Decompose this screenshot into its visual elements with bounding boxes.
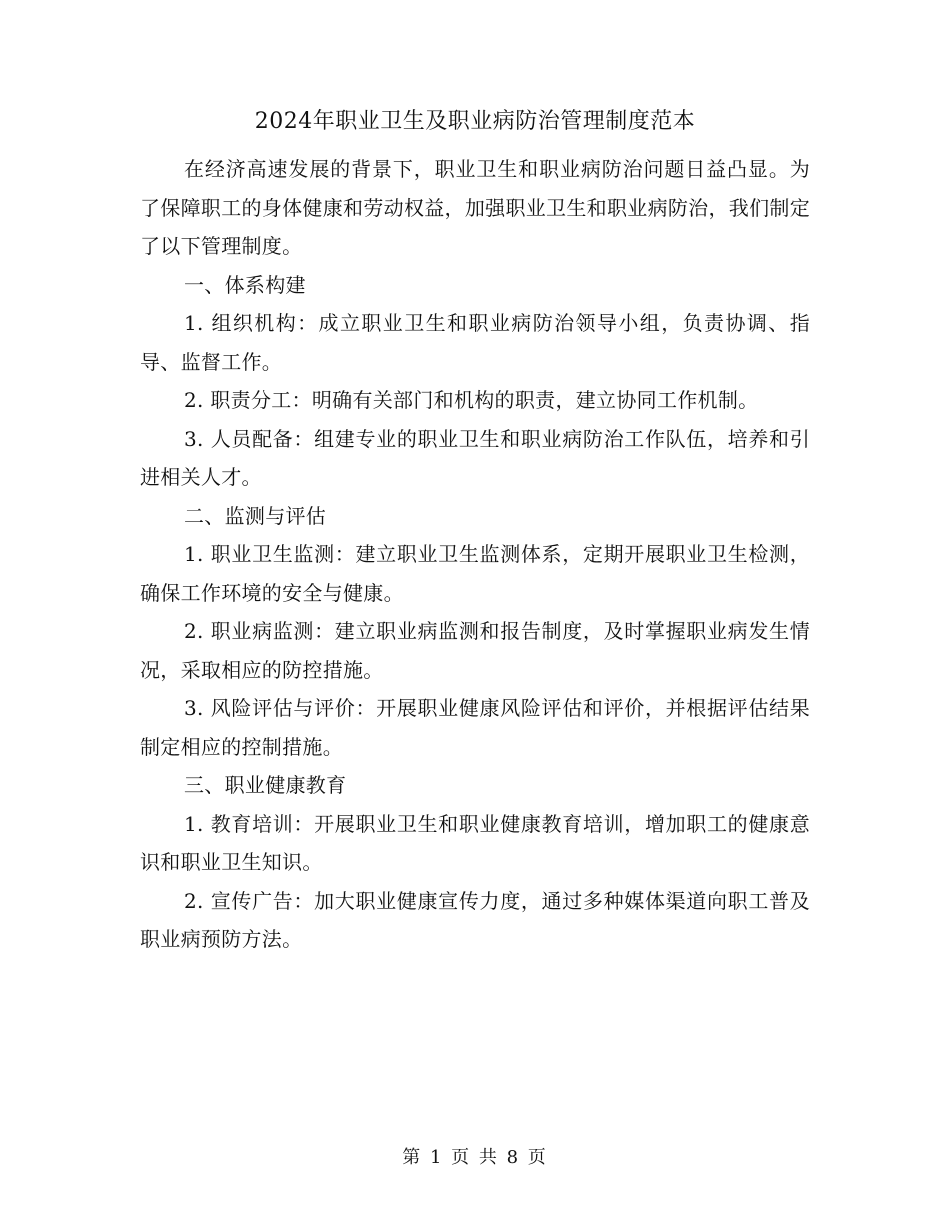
paragraph-training: 1. 教育培训：开展职业卫生和职业健康教育培训，增加职工的健康意识和职业卫生知识。 bbox=[140, 811, 810, 874]
paragraph-disease-monitoring: 2. 职业病监测：建立职业病监测和报告制度，及时掌握职业病发生情况，采取相应的防控措施。 bbox=[140, 619, 810, 682]
paragraph-staffing: 3. 人员配备：组建专业的职业卫生和职业病防治工作队伍，培养和引进相关人才。 bbox=[140, 426, 810, 489]
paragraph-hygiene-monitoring: 1. 职业卫生监测：建立职业卫生监测体系，定期开展职业卫生检测，确保工作环境的安全与健康。 bbox=[140, 542, 810, 605]
document-title: 2024年职业卫生及职业病防治管理制度范本 bbox=[254, 109, 696, 134]
paragraph-risk-assessment: 3. 风险评估与评价：开展职业健康风险评估和评价，并根据评估结果制定相应的控制措施。 bbox=[140, 696, 810, 759]
page-number-footer: 第 1 页 共 8 页 bbox=[402, 1147, 548, 1168]
paragraph-responsibilities: 2. 职责分工：明确有关部门和机构的职责，建立协同工作机制。 bbox=[184, 388, 759, 412]
section-heading-system: 一、体系构建 bbox=[184, 272, 306, 297]
paragraph-publicity: 2. 宣传广告：加大职业健康宣传力度，通过多种媒体渠道向职工普及职业病预防方法。 bbox=[140, 888, 810, 951]
document-body bbox=[140, 150, 810, 959]
section-heading-monitoring: 二、监测与评估 bbox=[184, 503, 327, 528]
section-heading-education: 三、职业健康教育 bbox=[184, 773, 347, 797]
intro-paragraph: 在经济高速发展的背景下，职业卫生和职业病防治问题日益凸显。为了保障职工的身体健康和劳动权益，加强职业卫生和职业病防治，我们制定了以下管理制度。 bbox=[140, 157, 810, 258]
paragraph-organization: 1. 组织机构：成立职业卫生和职业病防治领导小组，负责协调、指导、监督工作。 bbox=[140, 311, 810, 374]
